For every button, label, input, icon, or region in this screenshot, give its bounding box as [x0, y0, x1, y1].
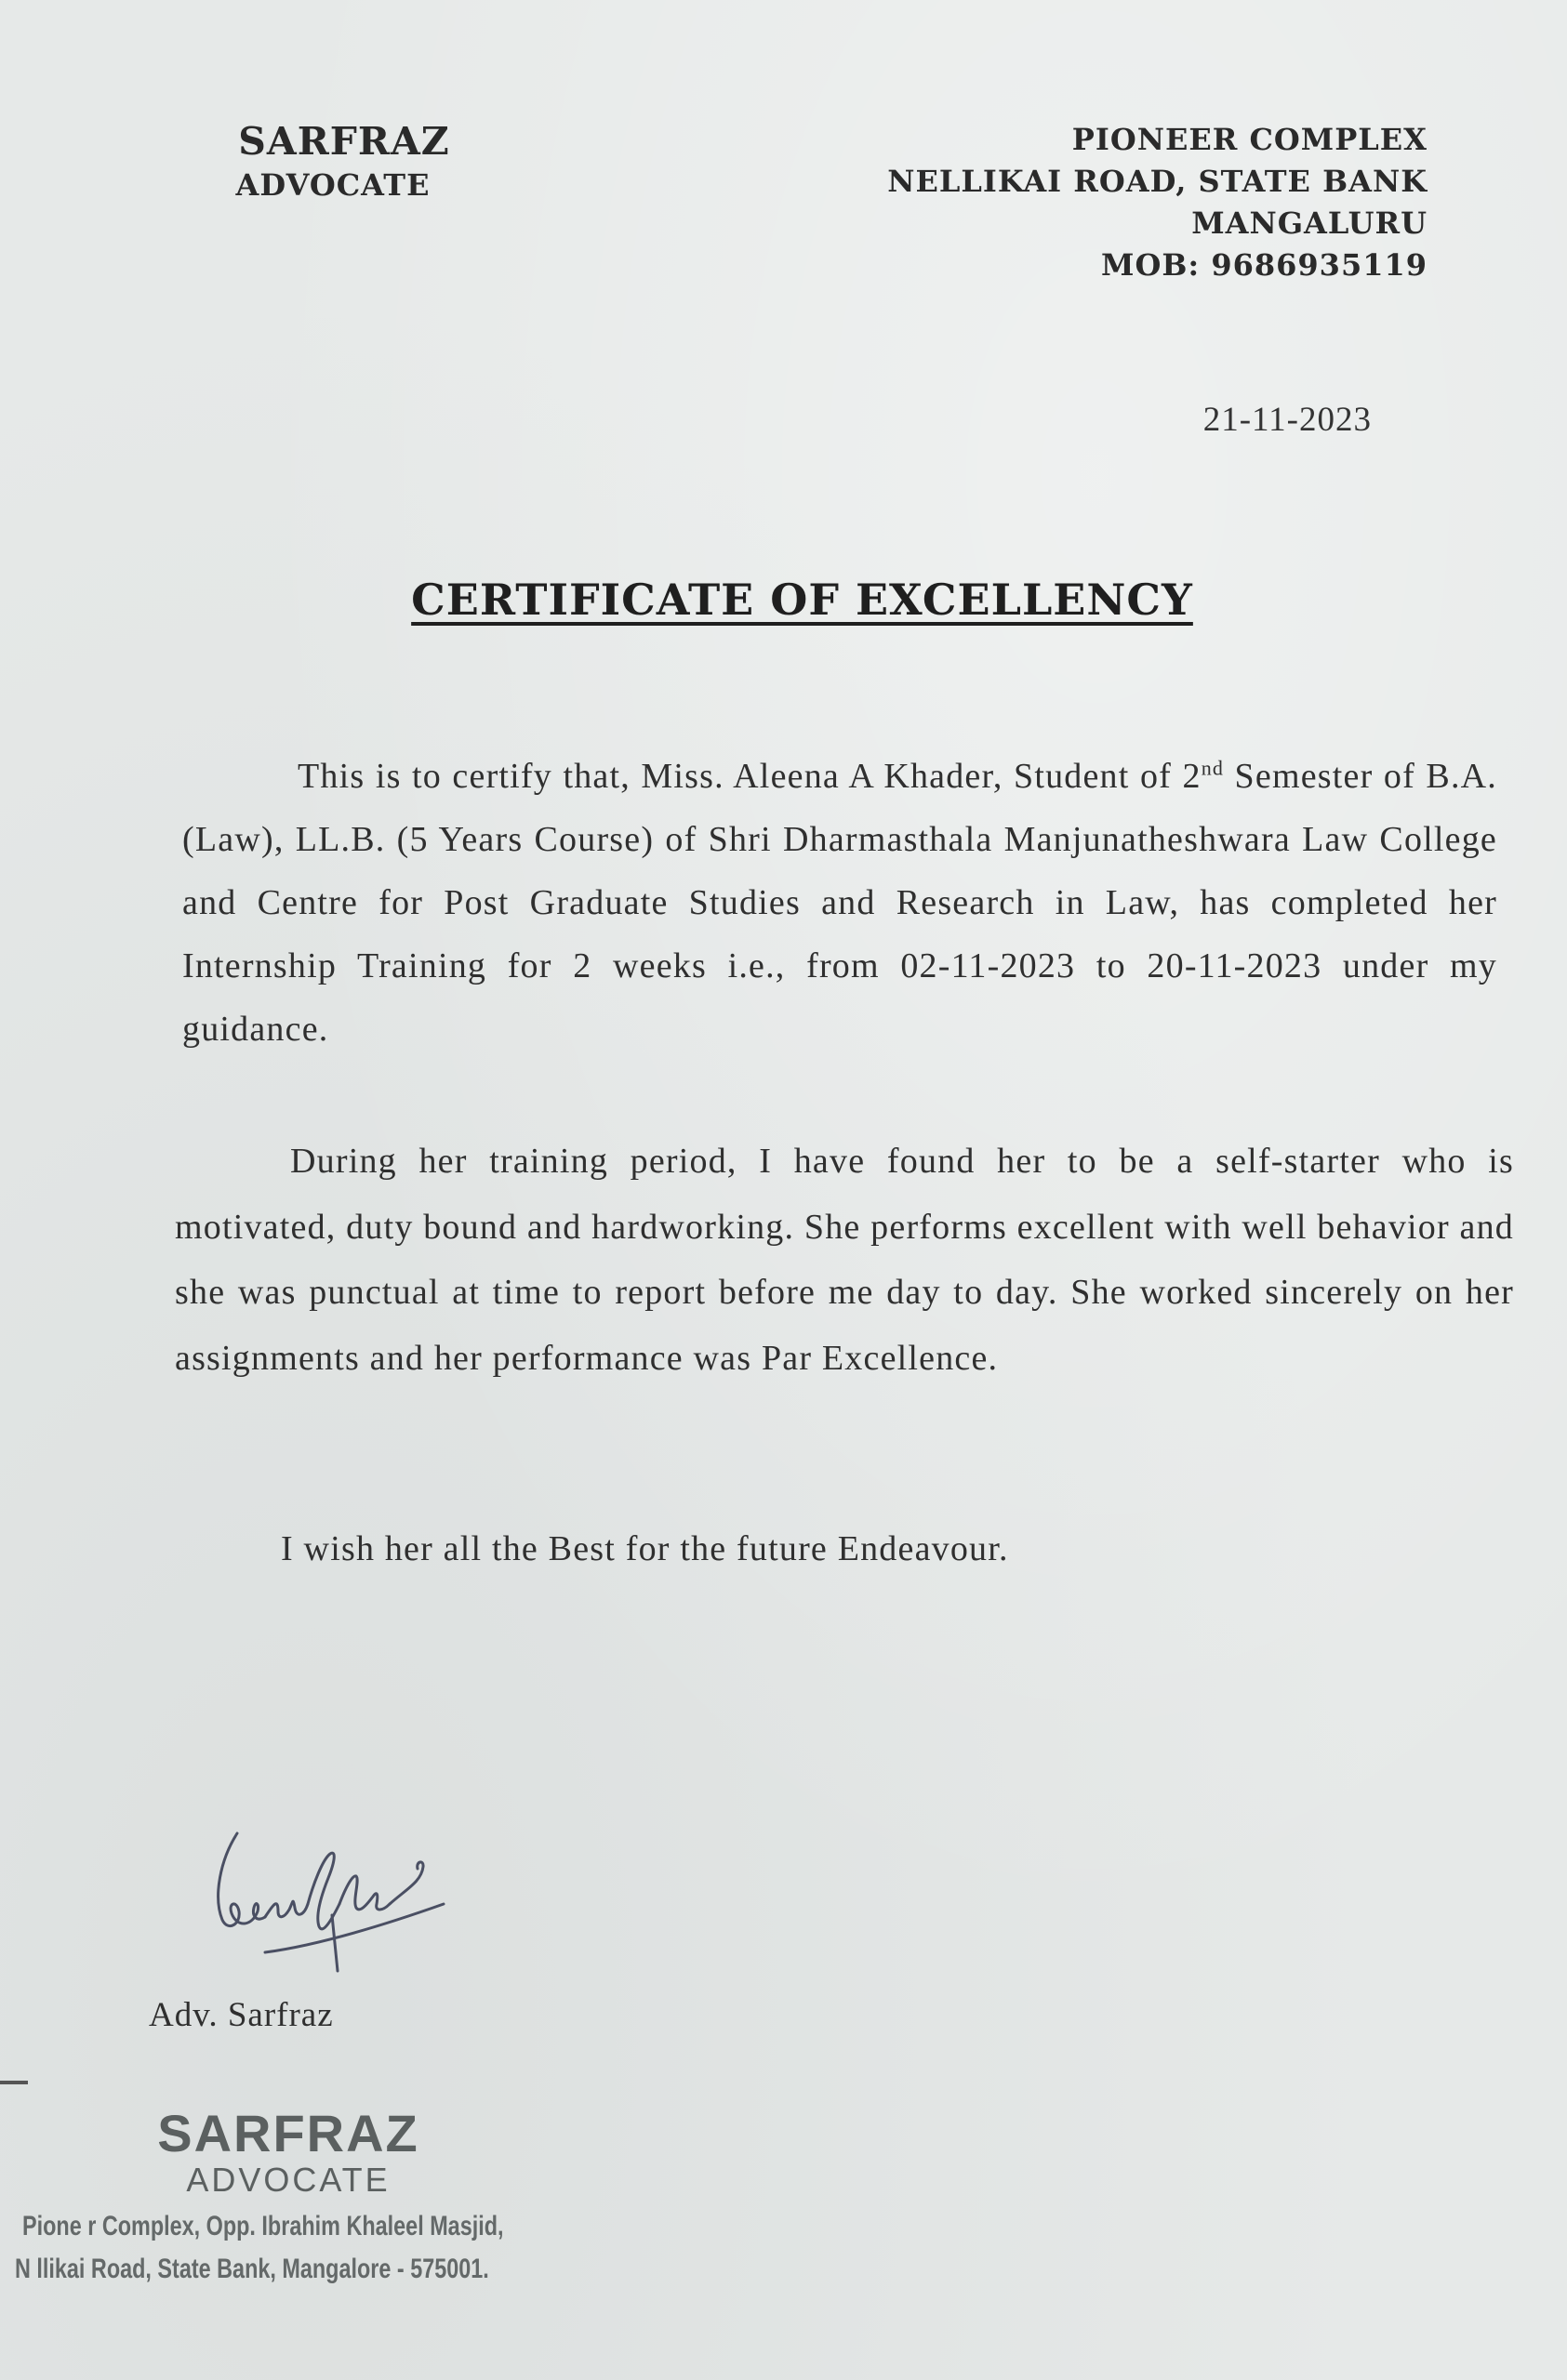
- address-line: PIONEER COMPLEX: [1071, 122, 1428, 157]
- paragraph-wishes: I wish her all the Best for the future Endeavour.: [281, 1529, 1009, 1568]
- address-line: MANGALURU: [1191, 205, 1428, 241]
- stamp-name: SARFRAZ: [157, 2104, 419, 2162]
- stamp-address-line: Pione r Complex, Opp. Ibrahim Khaleel Masjid,: [22, 2211, 504, 2241]
- paragraph-certification: [182, 745, 1497, 1061]
- stamp-mark: [0, 2081, 28, 2084]
- address-line: NELLIKAI ROAD, STATE BANK: [887, 164, 1428, 199]
- letterhead-name: SARFRAZ: [238, 119, 450, 164]
- mobile-number: MOB: 9686935119: [1101, 247, 1428, 283]
- stamp-address-line: N llikai Road, State Bank, Mangalore - 575001.: [15, 2254, 489, 2284]
- signature-image: [200, 1822, 498, 1980]
- certificate-heading: [0, 575, 1567, 625]
- ordinal-suffix: nd: [1201, 756, 1225, 780]
- letterhead-address: [777, 119, 1428, 286]
- letterhead-title: ADVOCATE: [235, 167, 431, 203]
- certificate-heading-text: CERTIFICATE OF EXCELLENCY: [411, 575, 1193, 625]
- paragraph-text: Semester of B.A. (Law), LL.B. (5 Years Course) of Shri Dharmasthala Manjunatheshwara Law College and Centre for Post Graduate Studies and Research in Law, has completed her Internship Training for 2 weeks i.e., from 02-11-2023 to 20-11-2023 under my guidance.: [182, 757, 1497, 1049]
- document-date: 21-11-2023: [1202, 401, 1372, 439]
- letterhead-left: [223, 119, 465, 203]
- paragraph-text: This is to certify that, Miss. Aleena A Khader, Student of 2: [298, 757, 1202, 796]
- stamp-title: ADVOCATE: [186, 2161, 391, 2199]
- signatory-name: Adv. Sarfraz: [149, 1996, 334, 2034]
- paragraph-performance: During her training period, I have found her to be a self-starter who is motivated, duty bound and hardworking. She performs excellent with well behavior and she was punctual at time to report before me day to day. She worked sincerely on her assignments and her performance was Par Excellence.: [175, 1142, 1514, 1378]
